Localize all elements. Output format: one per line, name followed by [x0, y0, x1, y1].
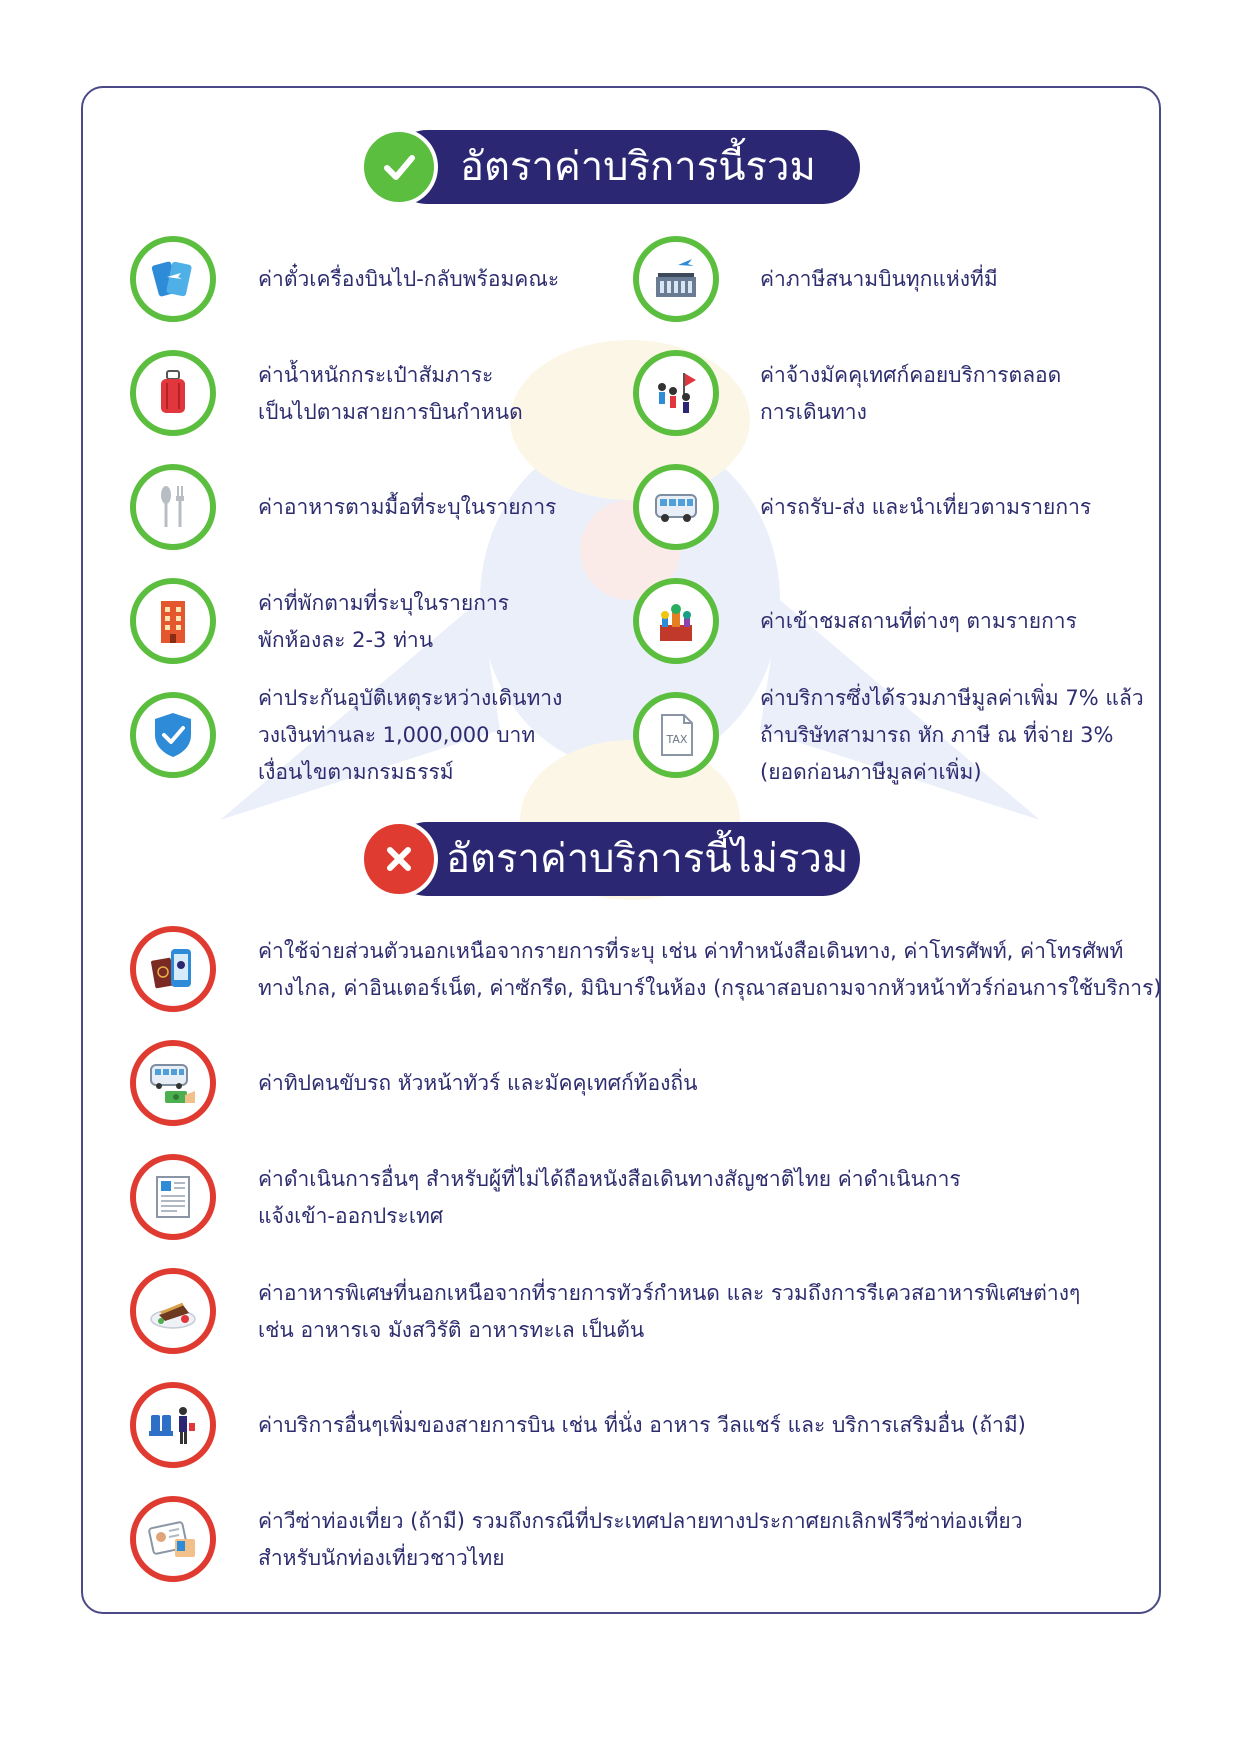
airline-seats-icon	[130, 1382, 216, 1468]
luggage-icon	[130, 350, 216, 436]
spoon-fork-icon	[130, 464, 216, 550]
check-icon	[379, 147, 419, 187]
excluded-badge	[360, 820, 438, 898]
hotel-icon	[130, 578, 216, 664]
tax-document-icon	[633, 692, 719, 778]
special-food-icon	[130, 1268, 216, 1354]
excluded-item-5: ค่าบริการอื่นๆเพิ่มของสายการบิน เช่น ที่นั่ง อาหาร วีลแชร์ และ บริการเสริมอื่น (ถ้ามี)	[258, 1413, 1026, 1437]
included-item-10: ค่าบริการซึ่งได้รวมภาษีมูลค่าเพิ่ม 7% แล้ว ถ้าบริษัทสามารถ หัก ภาษี ณ ที่จ่าย 3% (ยอดก่อนภาษีมูลค่าเพิ่ม)	[760, 686, 1144, 784]
included-item-9: ค่าประกันอุบัติเหตุระหว่างเดินทาง วงเงินท่านละ 1,000,000 บาท เงื่อนไขตามกรมธรรม์	[258, 686, 563, 784]
included-header	[390, 130, 860, 204]
plane-tickets-icon	[130, 236, 216, 322]
excluded-header	[390, 822, 860, 896]
included-item-7: ค่าที่พักตามที่ระบุในรายการ พักห้องละ 2-3 ท่าน	[258, 591, 510, 652]
airport-building-icon	[633, 236, 719, 322]
bus-tip-icon	[130, 1040, 216, 1126]
included-item-3: ค่าน้ำหนักกระเป๋าสัมภาระ เป็นไปตามสายการบินกำหนด	[258, 363, 523, 424]
included-title: อัตราค่าบริการนี้รวม	[460, 144, 816, 190]
excluded-item-2: ค่าทิปคนขับรถ หัวหน้าทัวร์ และมัคคุเทศก์ท้องถิ่น	[258, 1071, 698, 1095]
excluded-title: อัตราค่าบริการนี้ไม่รวม	[446, 836, 849, 882]
excluded-item-3: ค่าดำเนินการอื่นๆ สำหรับผู้ที่ไม่ได้ถือหนังสือเดินทางสัญชาติไทย ค่าดำเนินการ แจ้งเข้า-ออกประเทศ	[258, 1167, 961, 1228]
passport-phone-icon	[130, 926, 216, 1012]
visa-document-icon	[130, 1496, 216, 1582]
tour-guide-group-icon	[633, 350, 719, 436]
tax-label: TAX	[666, 733, 688, 746]
excluded-item-1: ค่าใช้จ่ายส่วนตัวนอกเหนือจากรายการที่ระบุ เช่น ค่าทำหนังสือเดินทาง, ค่าโทรศัพท์, ค่าโทรศัพท์ ทางไกล, ค่าอินเตอร์เน็ต, ค่าซักรีด, มินิบาร์ในห้อง (กรุณาสอบถามจากหัวหน้าทัวร์ก่อนการใช้บริการ)	[258, 939, 1162, 1000]
included-item-5: ค่าอาหารตามมื้อที่ระบุในรายการ	[258, 495, 557, 519]
included-item-4: ค่าจ้างมัคคุเทศก์คอยบริการตลอด การเดินทาง	[760, 363, 1062, 424]
landmark-icon	[633, 578, 719, 664]
included-badge	[360, 128, 438, 206]
excluded-item-6: ค่าวีซ่าท่องเที่ยว (ถ้ามี) รวมถึงกรณีที่ประเทศปลายทางประกาศยกเลิกฟรีวีซ่าท่องเที่ยว สำหรับนักท่องเที่ยวชาวไทย	[258, 1509, 1023, 1570]
included-item-2: ค่าภาษีสนามบินทุกแห่งที่มี	[760, 267, 998, 291]
included-item-6: ค่ารถรับ-ส่ง และนำเที่ยวตามรายการ	[760, 495, 1092, 519]
shield-check-icon	[130, 692, 216, 778]
bus-icon	[633, 464, 719, 550]
document-form-icon	[130, 1154, 216, 1240]
cross-icon	[382, 842, 416, 876]
excluded-item-4: ค่าอาหารพิเศษที่นอกเหนือจากที่รายการทัวร์กำหนด และ รวมถึงการรีเควสอาหารพิเศษต่างๆ เช่น อาหารเจ มังสวิรัติ อาหารทะเล เป็นต้น	[258, 1281, 1081, 1342]
included-item-1: ค่าตั๋วเครื่องบินไป-กลับพร้อมคณะ	[258, 267, 560, 291]
included-item-8: ค่าเข้าชมสถานที่ต่างๆ ตามรายการ	[760, 609, 1077, 633]
